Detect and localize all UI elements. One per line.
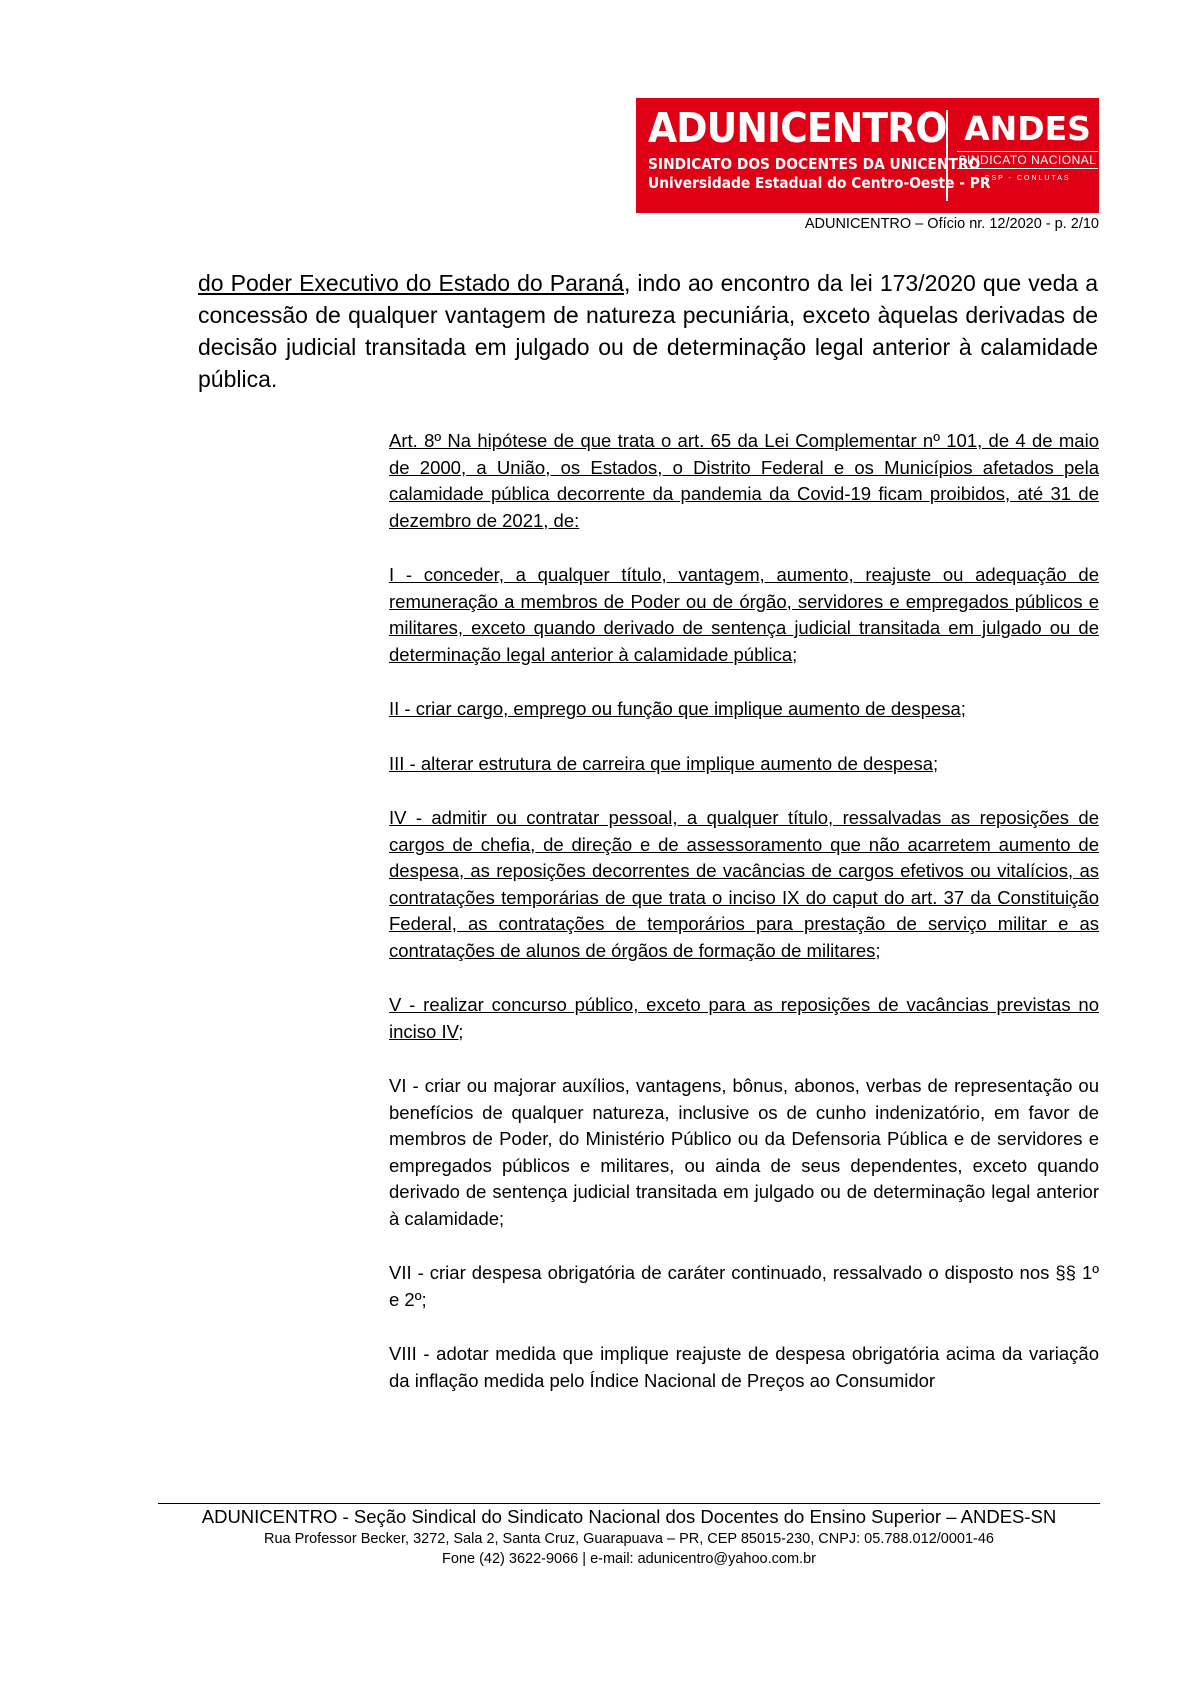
document-reference: ADUNICENTRO – Ofício nr. 12/2020 - p. 2/10 bbox=[804, 216, 1099, 232]
item-i: I - conceder, a qualquer título, vantagem, aumento, reajuste ou adequação de remuneração a membros de Poder ou de órgão, servidores e empregados públicos e militares, exceto quando derivado de sentença judicial transitada em julgado ou de determinação legal anterior à calamidade pública; bbox=[389, 564, 1099, 665]
header-logo bbox=[636, 98, 1099, 213]
law-quote bbox=[389, 428, 1099, 1422]
footer bbox=[158, 1505, 1100, 1569]
item-ii: II - criar cargo, emprego ou função que implique aumento de despesa; bbox=[389, 698, 966, 719]
logo-subtitle-university: Universidade Estadual do Centro-Oeste - PR bbox=[648, 174, 991, 192]
item-vii: VII - criar despesa obrigatória de caráter continuado, ressalvado o disposto nos §§ 1º e 2º; bbox=[389, 1262, 1099, 1310]
item-viii: VIII - adotar medida que implique reajuste de despesa obrigatória acima da variação da inflação medida pelo Índice Nacional de Preços ao Consumidor bbox=[389, 1343, 1099, 1391]
intro-underlined: do Poder Executivo do Estado do Paraná bbox=[198, 270, 624, 296]
andes-subtitle: SINDICATO NACIONAL bbox=[958, 153, 1097, 167]
andes-subtitle-csp: CSP - CONLUTAS bbox=[984, 175, 1071, 182]
intro-text: , indo ao encontro da lei 173/2020 que veda a concessão de qualquer vantagem de natureza pecuniária, exceto àquelas derivadas de decisão judicial transitada em julgado ou de determinação legal anterior à calamidade pública. bbox=[198, 270, 1098, 392]
item-v: V - realizar concurso público, exceto para as reposições de vacâncias previstas no inciso IV; bbox=[389, 994, 1099, 1042]
logo-title: ADUNICENTRO bbox=[648, 104, 947, 152]
item-iii: III - alterar estrutura de carreira que implique aumento de despesa; bbox=[389, 752, 939, 774]
andes-title: ANDES bbox=[964, 109, 1091, 148]
adunicentro-logo bbox=[636, 98, 991, 213]
item-iv: IV - admitir ou contratar pessoal, a qualquer título, ressalvadas as reposições de cargos de chefia, de direção e de assessoramento que não acarretem aumento de despesa, as reposições decorrentes de vacâncias de cargos efetivos ou vitalícios, as contratações temporárias de que trata o inciso IX do caput do art. 37 da Constituição Federal, as contratações de temporários para prestação de serviço militar e as contratações de alunos de órgãos de formação de militares; bbox=[389, 807, 1099, 961]
footer-contact: Fone (42) 3622-9066 | e-mail: adunicentro@yahoo.com.br bbox=[442, 1551, 816, 1567]
item-vi: VI - criar ou majorar auxílios, vantagens, bônus, abonos, verbas de representação ou benefícios de qualquer natureza, inclusive os de cunho indenizatório, em favor de membros de Poder, do Ministério Público ou da Defensoria Pública e de servidores e empregados públicos e militares, ou ainda de seus dependentes, exceto quando derivado de sentença judicial transitada em julgado ou de determinação legal anterior à calamidade; bbox=[389, 1075, 1099, 1229]
article-8: Art. 8º Na hipótese de que trata o art. 65 da Lei Complementar nº 101, de 4 de maio de 2000, a União, os Estados, o Distrito Federal e os Municípios afetados pela calamidade pública decorrente da pandemia da Covid-19 ficam proibidos, até 31 de dezembro de 2021, de: bbox=[389, 430, 1099, 531]
logo-subtitle-union: SINDICATO DOS DOCENTES DA UNICENTRO bbox=[648, 155, 981, 173]
intro-paragraph bbox=[198, 267, 1098, 395]
footer-divider bbox=[158, 1503, 1100, 1504]
footer-address: Rua Professor Becker, 3272, Sala 2, Santa Cruz, Guarapuava – PR, CEP 85015-230, CNPJ: 05.788.012/0001-46 bbox=[263, 1531, 994, 1547]
footer-org: ADUNICENTRO - Seção Sindical do Sindicato Nacional dos Docentes do Ensino Superior – ANDES-SN bbox=[201, 1506, 1057, 1527]
